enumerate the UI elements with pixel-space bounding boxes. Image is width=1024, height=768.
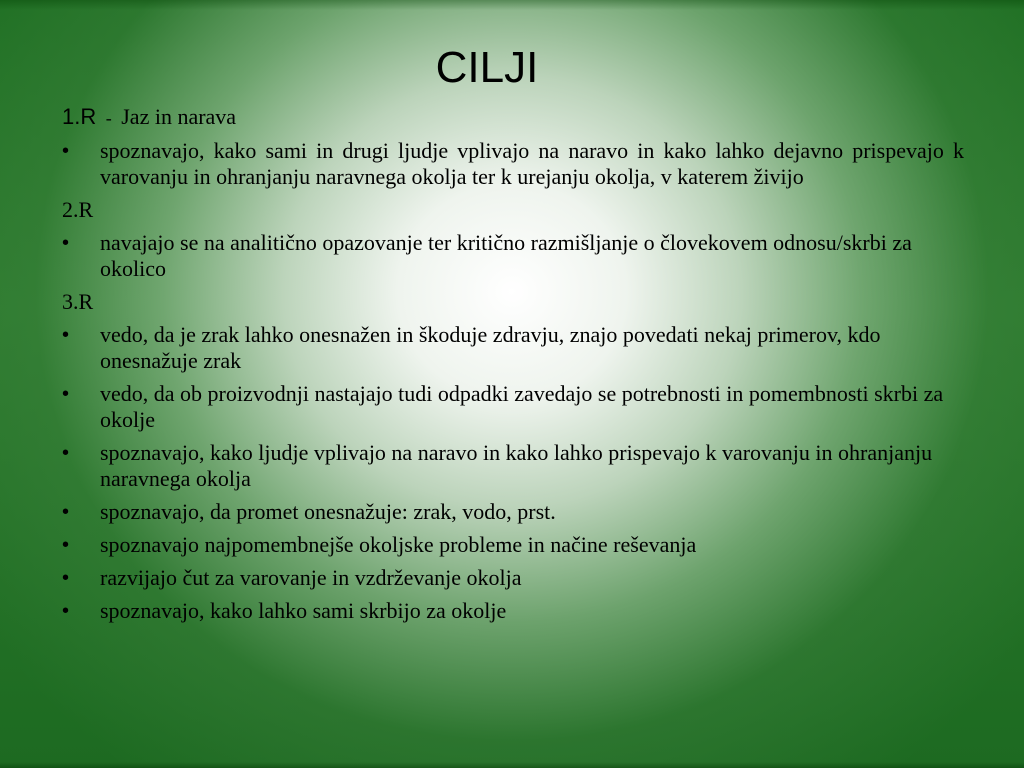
- list-item: [62, 440, 964, 492]
- bullet-icon: •: [62, 534, 70, 556]
- list-item: [62, 138, 964, 190]
- list-item-text: navajajo se na analitično opazovanje ter kritično razmišljanje o človekovem odnosu/skrbi za okolico: [100, 230, 912, 281]
- bullet-icon: •: [62, 383, 70, 405]
- list-item: [62, 230, 964, 282]
- bullet-icon: •: [62, 140, 70, 162]
- list-item-text: razvijajo čut za varovanje in vzdrževanje okolja: [100, 565, 522, 590]
- list-item-text: spoznavajo, kako ljudje vplivajo na naravo in kako lahko prispevajo k varovanju in ohranjanju naravnega okolja: [100, 440, 933, 491]
- list-item-text: spoznavajo, da promet onesnažuje: zrak, vodo, prst.: [100, 499, 556, 524]
- section-2-list: [62, 230, 964, 282]
- list-item: [62, 598, 964, 624]
- section-1-dash: -: [105, 108, 112, 128]
- section-3-list: [62, 322, 964, 624]
- list-item: [62, 532, 964, 558]
- section-3-label: 3.R: [62, 289, 94, 314]
- list-item: [62, 322, 964, 374]
- bullet-icon: •: [62, 324, 70, 346]
- slide-title: CILJI: [435, 43, 539, 92]
- bullet-icon: •: [62, 501, 70, 523]
- bullet-icon: •: [62, 442, 70, 464]
- list-item-text: vedo, da ob proizvodnji nastajajo tudi odpadki zavedajo se potrebnosti in pomembnosti skrbi za okolje: [100, 381, 944, 432]
- list-item: [62, 381, 964, 433]
- list-item-text: spoznavajo, kako lahko sami skrbijo za okolje: [100, 598, 507, 623]
- list-item-text: spoznavajo najpomembnejše okoljske probleme in načine reševanja: [100, 532, 697, 557]
- list-item-text: spoznavajo, kako sami in drugi ljudje vplivajo na naravo in kako lahko dejavno prispevajo k varovanju in ohranjanju naravnega okolja ter k urejanju okolja, v katerem živijo: [100, 138, 964, 189]
- list-item: [62, 565, 964, 591]
- slide-content: [62, 104, 964, 631]
- section-2-label: 2.R: [62, 197, 94, 222]
- bullet-icon: •: [62, 600, 70, 622]
- section-1-heading: Jaz in narava: [121, 104, 237, 129]
- section-1-list: [62, 138, 964, 190]
- section-1-number: 1.R: [62, 104, 97, 129]
- bullet-icon: •: [62, 567, 70, 589]
- list-item-text: vedo, da je zrak lahko onesnažen in škoduje zdravju, znajo povedati nekaj primerov, kdo onesnažuje zrak: [100, 322, 881, 373]
- list-item: [62, 499, 964, 525]
- bullet-icon: •: [62, 232, 70, 254]
- section-1-label: [62, 104, 964, 131]
